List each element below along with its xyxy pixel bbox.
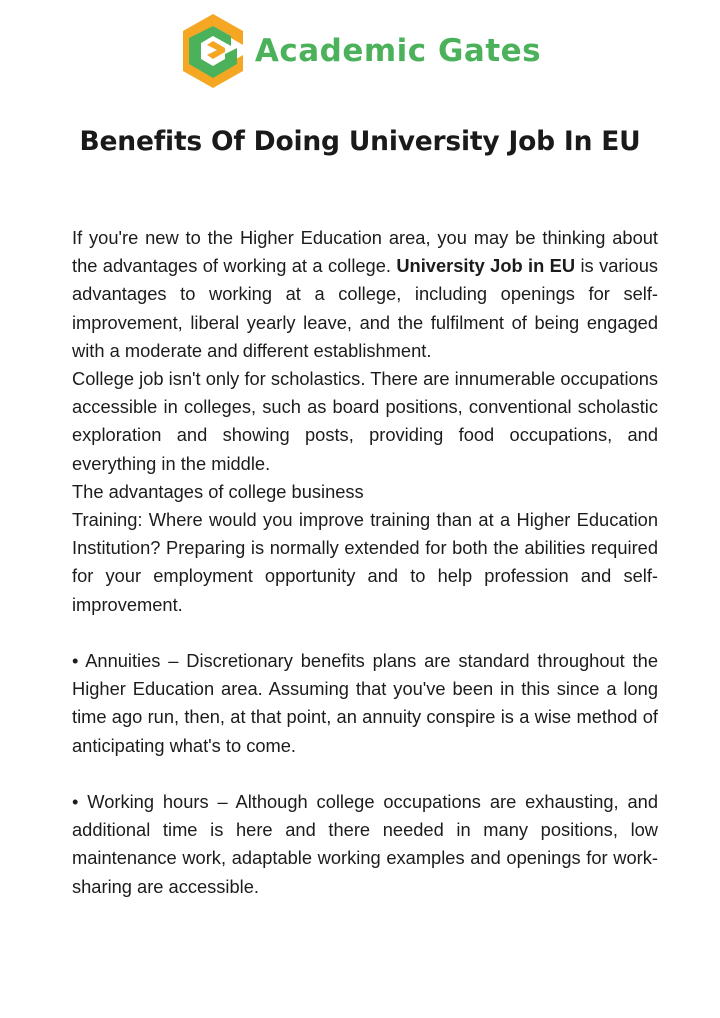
academic-gates-logo-icon — [179, 12, 247, 90]
intro-paragraph — [72, 224, 658, 365]
intro-bold-keyword: University Job in EU — [396, 255, 576, 277]
brand-name: Academic Gates — [254, 32, 542, 69]
intro-text-after: is various advantages to working at a college, including openings for self-improvement, liberal yearly leave, and the fulfilment of being engaged with a moderate and different establishment. — [72, 255, 658, 361]
college-job-paragraph: College job isn't only for scholastics. There are innumerable occupations accessible in colleges, such as board positions, conventional scholastic exploration and showing posts, providing food occupations, and everything in the middle. — [72, 368, 658, 474]
training-paragraph: Training: Where would you improve training than at a Higher Education Institution? Preparing is normally extended for both the abilities required for your employment opportunity and to help profession and self-improvement. — [72, 509, 658, 615]
article-body — [72, 224, 658, 901]
advantages-heading: The advantages of college business — [72, 480, 364, 502]
intro-text-before: If you're new to the Higher Education area, you may be thinking about the advantages of working at a college. — [72, 227, 658, 277]
brand-header — [0, 10, 720, 92]
annuities-bullet: • Annuities – Discretionary benefits plans are standard throughout the Higher Education area. Assuming that you've been in this since a long time ago run, then, at that point, an annuity conspire is a wise method of anticipating what's to come. — [72, 650, 658, 756]
page-title: Benefits Of Doing University Job In EU — [79, 126, 641, 157]
working-hours-bullet: • Working hours – Although college occupations are exhausting, and additional time is here and there needed in many positions, low maintenance work, adaptable working examples and openings for work-sharing are accessible. — [72, 791, 658, 897]
